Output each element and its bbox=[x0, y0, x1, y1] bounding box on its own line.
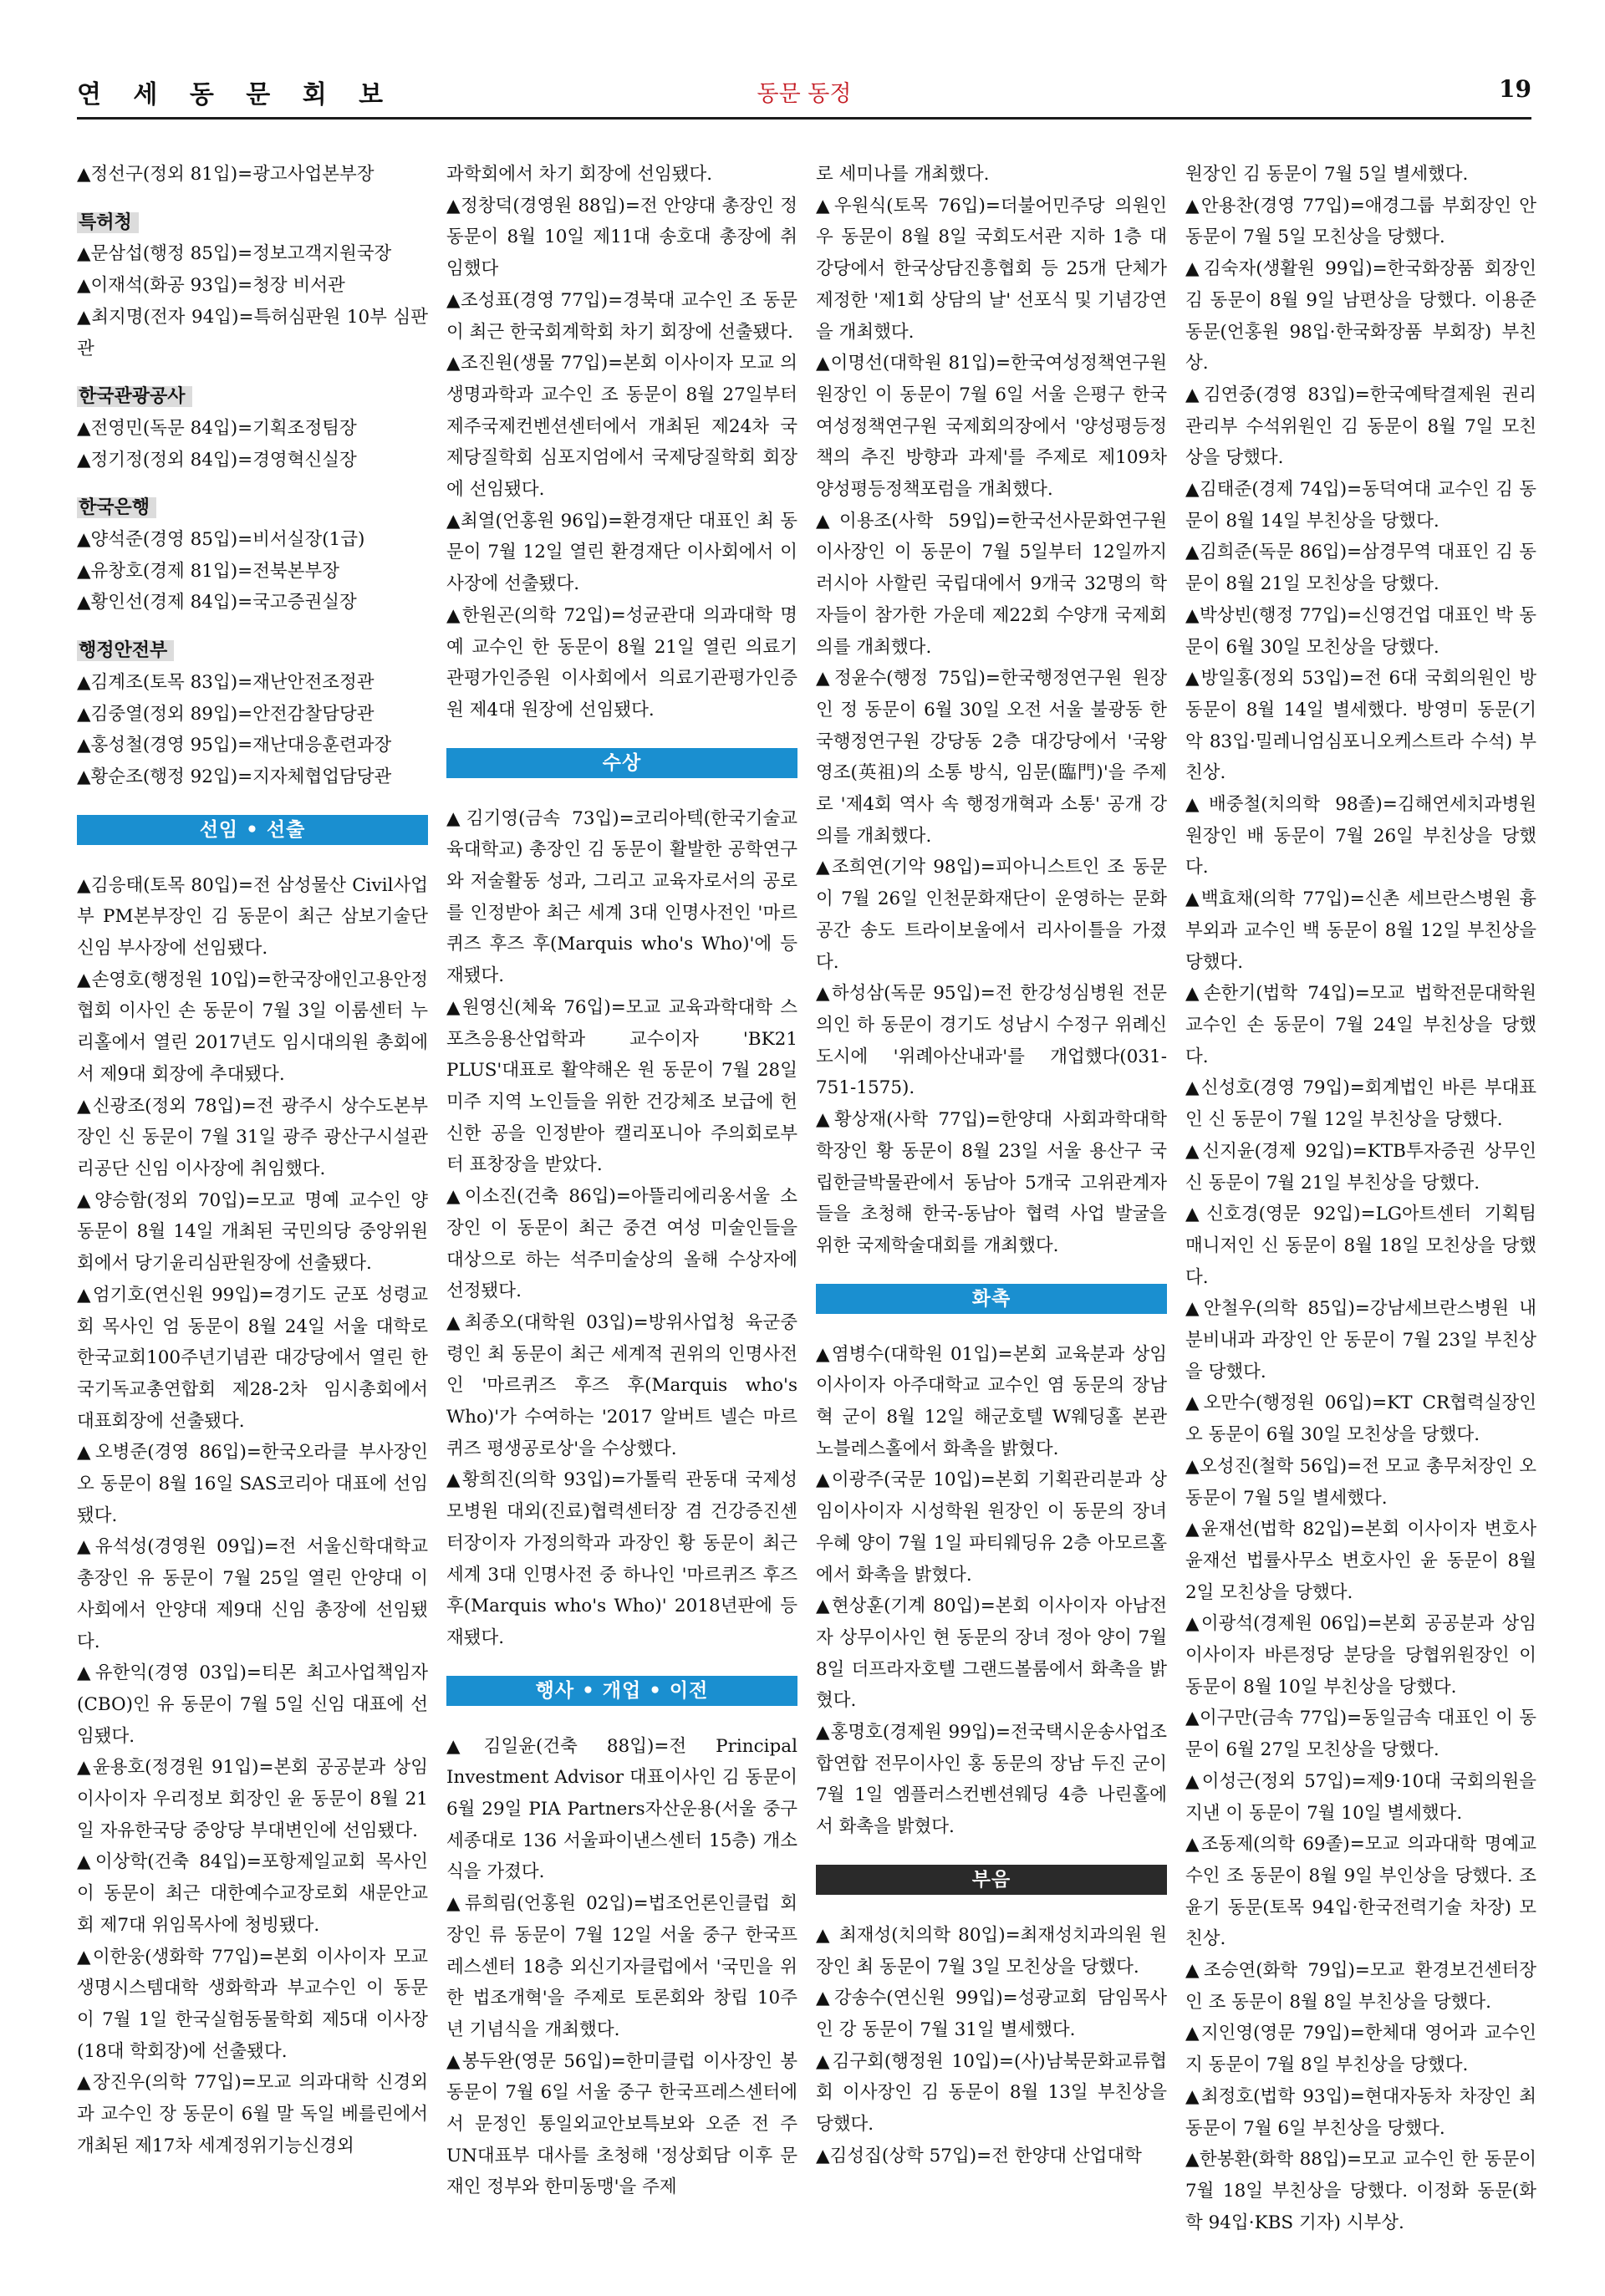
news-item: ▲오병준(경영 86입)=한국오라클 부사장인 오 동문이 8월 16일 SAS코리아 대표에 선임됐다. bbox=[77, 1442, 428, 1526]
news-item: ▲최정호(법학 93입)=현대자동차 차장인 최 동문이 7월 6일 부친상을 당했다. bbox=[1185, 2085, 1536, 2139]
news-item: ▲이명선(대학원 81입)=한국여성정책연구원 원장인 이 동문이 7월 6일 서울 은평구 한국여성정책연구원 국제회의장에서 '양성평등정책의 추진 방향과 과제'를 주제로 제109차 양성평등정책포럼을 개최했다. bbox=[816, 353, 1167, 501]
news-item: ▲우원식(토목 76입)=더불어민주당 의원인 우 동문이 8월 8일 국회도서관 지하 1층 대강당에서 한국상담진흥협회 등 25개 단체가 제정한 '제1회 상담의 날' 선포식 및 기념강연을 개최했다. bbox=[816, 195, 1167, 343]
news-item: ▲홍성철(경영 95입)=재난대응훈련과장 bbox=[77, 735, 392, 756]
section-title: 동문 동정 bbox=[757, 81, 852, 107]
news-item: ▲황인선(경제 84입)=국고증권실장 bbox=[77, 592, 357, 613]
section-band: 수상 bbox=[446, 748, 797, 778]
news-item: ▲윤용호(정경원 91입)=본회 공공분과 상임이사이자 우리정보 회장인 윤 동문이 8월 21일 자유한국당 중앙당 부대변인에 선임됐다. bbox=[77, 1757, 428, 1841]
news-item: ▲정기정(정외 84입)=경영혁신실장 bbox=[77, 449, 357, 471]
news-item: ▲배중철(치의학 98졸)=김해연세치과병원 원장인 배 동문이 7월 26일 부친상을 당했다. bbox=[1185, 794, 1536, 878]
column-2 bbox=[446, 159, 797, 2265]
news-item: ▲이용조(사학 59입)=한국선사문화연구원 이사장인 이 동문이 7월 5일부터 12일까지 러시아 사할린 국립대에서 9개국 32명의 학자들이 참가한 가운데 제22회 수양개 국제회의를 개최했다. bbox=[816, 510, 1167, 658]
news-item: ▲이상학(건축 84입)=포항제일교회 목사인 이 동문이 최근 대한예수교장로회 새문안교회 제7대 위임목사에 청빙됐다. bbox=[77, 1851, 428, 1936]
news-item: ▲이성근(정외 57입)=제9·10대 국회의원을 지낸 이 동문이 7월 10일 별세했다. bbox=[1185, 1770, 1536, 1824]
news-item: ▲조희연(기악 98입)=피아니스트인 조 동문이 7월 26일 인천문화재단이 운영하는 문화공간 송도 트라이보울에서 리사이틀을 가졌다. bbox=[816, 857, 1167, 973]
category-heading-label: 한국은행 bbox=[77, 497, 156, 518]
category-heading bbox=[77, 492, 428, 524]
news-item: ▲유창호(경제 81입)=전북본부장 bbox=[77, 560, 339, 582]
category-heading bbox=[77, 635, 428, 667]
news-item: ▲김계조(토목 83입)=재난안전조정관 bbox=[77, 671, 374, 693]
news-item: ▲김연중(경영 83입)=한국예탁결제원 권리관리부 수석위원인 김 동문이 8월 7일 모친상을 당했다. bbox=[1185, 384, 1536, 469]
header-rule bbox=[77, 117, 1531, 120]
news-item: ▲하성삼(독문 95입)=전 한강성심병원 전문의인 하 동문이 경기도 성남시 수정구 위례신도시에 '위례아산내과'를 개업했다(031-751-1575). bbox=[816, 983, 1167, 1099]
column-4 bbox=[1185, 159, 1536, 2265]
news-item: ▲신호경(영문 92입)=LG아트센터 기획팀 매니저인 신 동문이 8월 18일 모친상을 당했다. bbox=[1185, 1204, 1536, 1288]
news-item: ▲정창덕(경영원 88입)=전 안양대 총장인 정 동문이 8월 10일 제11대 송호대 총장에 취임했다 bbox=[446, 195, 797, 280]
news-item: ▲류희림(언홍원 02입)=법조언론인클럽 회장인 류 동문이 7월 12일 서울 중구 한국프레스센터 18층 외신기자클럽에서 '국민을 위한 법조개혁'을 주제로 토론회와 창립 10주년 기념식을 개최했다. bbox=[446, 1893, 797, 2040]
news-item: ▲조동제(의학 69졸)=모교 의과대학 명예교수인 조 동문이 8월 9일 부인상을 당했다. 조윤기 동문(토목 94입·한국전력기술 차장) 모친상. bbox=[1185, 1834, 1536, 1950]
masthead bbox=[77, 74, 1531, 110]
news-item: ▲김숙자(생활원 99입)=한국화장품 회장인 김 동문이 8월 9일 남편상을 당했다. 이용준 동문(언홍원 98입·한국화장품 부회장) 부친상. bbox=[1185, 258, 1536, 374]
news-item: ▲방일홍(정외 53입)=전 6대 국회의원인 방 동문이 8월 14일 별세했다. 방영미 동문(기악 83입·밀레니엄심포니오케스트라 수석) 부친상. bbox=[1185, 668, 1536, 784]
section-band: 화촉 bbox=[816, 1284, 1167, 1314]
newspaper-logo: 연 세 동 문 회 보 bbox=[77, 80, 395, 109]
news-item: ▲홍명호(경제원 99입)=전국택시운송사업조합연합 전무이사인 홍 동문의 장남 두진 군이 7월 1일 엠플러스컨벤션웨딩 4층 나린홀에서 화촉을 밝혔다. bbox=[816, 1722, 1167, 1838]
news-item: 로 세미나를 개최했다. bbox=[816, 164, 990, 185]
news-item: 과학회에서 차기 회장에 선임됐다. bbox=[446, 164, 713, 185]
news-item: ▲이광주(국문 10입)=본회 기획관리분과 상임이사이자 시성학원 원장인 이 동문의 장녀 우혜 양이 7월 1일 파티웨딩유 2층 아모르홀에서 화촉을 밝혔다. bbox=[816, 1469, 1167, 1586]
news-item: ▲유한익(경영 03입)=티몬 최고사업책임자(CBO)인 유 동문이 7월 5일 신임 대표에 선임됐다. bbox=[77, 1662, 428, 1747]
news-item: ▲김중열(정외 89입)=안전감찰담당관 bbox=[77, 703, 374, 725]
news-item: ▲현상훈(기계 80입)=본회 이사이자 아남전자 상무이사인 현 동문의 장녀 정아 양이 7월 8일 더프라자호텔 그랜드볼룸에서 화촉을 밝혔다. bbox=[816, 1596, 1167, 1712]
news-item: ▲안철우(의학 85입)=강남세브란스병원 내분비내과 과장인 안 동문이 7월 23일 부친상을 당했다. bbox=[1185, 1298, 1536, 1382]
category-heading-label: 특허청 bbox=[77, 212, 139, 233]
news-item: ▲김응태(토목 80입)=전 삼성물산 Civil사업부 PM본부장인 김 동문이 최근 삼보기술단 신임 부사장에 선임됐다. bbox=[77, 874, 428, 960]
news-item: ▲엄기호(연신원 99입)=경기도 군포 성령교회 목사인 엄 동문이 8월 24일 서울 대학로 한국교회100주년기념관 대강당에서 열린 한국기독교총연합회 제28-2차 임시총회에서 대표회장에 선출됐다. bbox=[77, 1284, 428, 1432]
category-heading-label: 행정안전부 bbox=[77, 640, 174, 661]
news-item: ▲안용찬(경영 77입)=애경그룹 부회장인 안 동문이 7월 5일 모친상을 당했다. bbox=[1185, 195, 1536, 248]
news-item: ▲김태준(경제 74입)=동덕여대 교수인 김 동문이 8월 14일 부친상을 당했다. bbox=[1185, 479, 1536, 532]
news-item: ▲염병수(대학원 01입)=본회 교육분과 상임이사이자 아주대학교 교수인 염 동문의 장남 혁 군이 8월 12일 해군호텔 W웨딩홀 본관 노블레스홀에서 화촉을 밝혔다. bbox=[816, 1343, 1167, 1459]
category-heading bbox=[77, 381, 428, 413]
news-item: ▲김성집(상학 57입)=전 한양대 산업대학 bbox=[816, 2145, 1142, 2166]
news-item: ▲이소진(건축 86입)=아뜰리에리옹서울 소장인 이 동문이 최근 중견 여성 미술인들을 대상으로 하는 석주미술상의 올해 수상자에 선정됐다. bbox=[446, 1186, 797, 1302]
news-item: ▲박상빈(행정 77입)=신영건업 대표인 박 동문이 6월 30일 모친상을 당했다. bbox=[1185, 604, 1536, 658]
news-item: ▲이재석(화공 93입)=청장 비서관 bbox=[77, 275, 345, 297]
news-item: ▲최지명(전자 94입)=특허심판원 10부 심판관 bbox=[77, 306, 428, 359]
news-item: ▲김기영(금속 73입)=코리아텍(한국기술교육대학교) 총장인 김 동문이 활발한 공학연구와 저술활동 성과, 그리고 교육자로서의 공로를 인정받아 최근 세계 3대 인명사전인 '마르퀴즈 후즈 후(Marquis who's Who)'에 등재됐다. bbox=[446, 807, 797, 987]
news-item: ▲최열(언홍원 96입)=환경재단 대표인 최 동문이 7월 12일 열린 환경재단 이사회에서 이사장에 선출됐다. bbox=[446, 510, 797, 595]
news-item: ▲황상재(사학 77입)=한양대 사회과학대학 학장인 황 동문이 8월 23일 서울 용산구 국립한글박물관에서 동남아 5개국 고위관계자들을 초청해 한국-동남아 협력 사업 발굴을 위한 국제학술대회를 개최했다. bbox=[816, 1109, 1167, 1256]
news-item: ▲지인영(영문 79입)=한체대 영어과 교수인 지 동문이 7월 8일 부친상을 당했다. bbox=[1185, 2023, 1536, 2076]
category-heading bbox=[77, 207, 428, 239]
news-item: ▲김일윤(건축 88입)=전 Principal Investment Advisor 대표이사인 김 동문이 6월 29일 PIA Partners자산운용(서울 중구 세종대로 136 서울파이낸스센터 15층) 개소식을 가졌다. bbox=[446, 1735, 797, 1883]
news-item: ▲조성표(경영 77입)=경북대 교수인 조 동문이 최근 한국회계학회 차기 회장에 선출됐다. bbox=[446, 289, 797, 343]
news-item: ▲김구회(행정원 10입)=(사)남북문화교류협회 이사장인 김 동문이 8월 13일 부친상을 당했다. bbox=[816, 2050, 1167, 2136]
news-item: ▲윤재선(법학 82입)=본회 이사이자 변호사 윤재선 법률사무소 변호사인 윤 동문이 8월 2일 모친상을 당했다. bbox=[1185, 1519, 1536, 1603]
news-item: ▲양석준(경영 85입)=비서실장(1급) bbox=[77, 529, 365, 551]
news-item: ▲오만수(행정원 06입)=KT CR협력실장인 오 동문이 6월 30일 모친상을 당했다. bbox=[1185, 1392, 1536, 1446]
news-item: ▲조진원(생물 77입)=본회 이사이자 모교 의생명과학과 교수인 조 동문이 8월 27일부터 제주국제컨벤션센터에서 개최된 제24차 국제당질학회 심포지엄에서 국제당질학회 회장에 선임됐다. bbox=[446, 353, 797, 501]
news-item: ▲신지윤(경제 92입)=KTB투자증권 상무인 신 동문이 7월 21일 부친상을 당했다. bbox=[1185, 1140, 1536, 1194]
news-item: ▲황순조(행정 92입)=지자체협업담당관 bbox=[77, 766, 392, 787]
section-band: 선임 • 선출 bbox=[77, 815, 428, 845]
page-number: 19 bbox=[1499, 75, 1531, 103]
news-item: ▲정윤수(행정 75입)=한국행정연구원 원장인 정 동문이 6월 30일 오전 서울 불광동 한국행정연구원 강당동 2층 대강당에서 '국왕 영조(英祖)의 소통 방식, 임문(臨門)'을 주제로 '제4회 역사 속 행정개혁과 소통' 공개 강의를 개최했다. bbox=[816, 668, 1167, 847]
news-item: ▲조승연(화학 79입)=모교 환경보건센터장인 조 동문이 8월 8일 부친상을 당했다. bbox=[1185, 1960, 1536, 2013]
news-item: ▲정선구(정외 81입)=광고사업본부장 bbox=[77, 164, 374, 185]
news-item: ▲이광석(경제원 06입)=본회 공공분과 상임이사이자 바른정당 분당을 당협위원장인 이 동문이 8월 10일 부친상을 당했다. bbox=[1185, 1613, 1536, 1698]
news-item: ▲양승함(정외 70입)=모교 명예 교수인 양 동문이 8월 14일 개최된 국민의당 중앙위원회에서 당기윤리심판원장에 선출됐다. bbox=[77, 1189, 428, 1275]
news-item: ▲강송수(연신원 99입)=성광교회 담임목사인 강 동문이 7월 31일 별세했다. bbox=[816, 1988, 1167, 2040]
section-band: 부음 bbox=[816, 1865, 1167, 1895]
news-item: ▲장진우(의학 77입)=모교 의과대학 신경외과 교수인 장 동문이 6월 말 독일 베를린에서 개최된 제17차 세계정위기능신경외 bbox=[77, 2072, 428, 2156]
news-item: ▲백효채(의학 77입)=신촌 세브란스병원 흉부외과 교수인 백 동문이 8월 12일 부친상을 당했다. bbox=[1185, 888, 1536, 973]
news-item: ▲최종오(대학원 03입)=방위사업청 육군중령인 최 동문이 최근 세계적 권위의 인명사전인 '마르퀴즈 후즈 후(Marquis who's Who)'가 수여하는 '2017 알버트 넬슨 마르퀴즈 평생공로상'을 수상했다. bbox=[446, 1311, 797, 1459]
column-3 bbox=[816, 159, 1167, 2265]
news-item: ▲황희진(의학 93입)=가톨릭 관동대 국제성모병원 대외(진료)협력센터장 겸 건강증진센터장이자 가정의학과 과장인 황 동문이 최근 세계 3대 인명사전 중 하나인 '마르퀴즈 후즈 후(Marquis who's Who)' 2018년판에 등재됐다. bbox=[446, 1469, 797, 1648]
news-item: ▲오성진(철학 56입)=전 모교 총무처장인 오 동문이 7월 5일 별세했다. bbox=[1185, 1455, 1536, 1509]
news-item: ▲손영호(행정원 10입)=한국장애인고용안정협회 이사인 손 동문이 7월 3일 이룸센터 누리홀에서 열린 2017년도 임시대의원 총회에서 제9대 회장에 추대됐다. bbox=[77, 969, 428, 1085]
news-item: ▲이한웅(생화학 77입)=본회 이사이자 모교 생명시스템대학 생화학과 부교수인 이 동문이 7월 1일 한국실험동물학회 제5대 이사장(18대 학회장)에 선출됐다. bbox=[77, 1946, 428, 2062]
news-item: ▲김희준(독문 86입)=삼경무역 대표인 김 동문이 8월 21일 모친상을 당했다. bbox=[1185, 542, 1536, 595]
news-item: ▲신광조(정외 78입)=전 광주시 상수도본부장인 신 동문이 7월 31일 광주 광산구시설관리공단 신임 이사장에 취임했다. bbox=[77, 1095, 428, 1179]
news-item: ▲유석성(경영원 09입)=전 서울신학대학교 총장인 유 동문이 7월 25일 열린 안양대 이사회에서 안양대 제9대 신임 총장에 선임됐다. bbox=[77, 1536, 428, 1652]
news-item: ▲원영신(체육 76입)=모교 교육과학대학 스포츠응용산업학과 교수이자 'BK21 PLUS'대표로 활약해온 원 동문이 7월 28일 미주 지역 노인들을 위한 건강체조 보급에 헌신한 공을 인정받아 캘리포니아 주의회로부터 표창장을 받았다. bbox=[446, 996, 797, 1176]
category-heading-label: 한국관광공사 bbox=[77, 386, 192, 407]
news-item: 원장인 김 동문이 7월 5일 별세했다. bbox=[1185, 164, 1469, 185]
news-item: ▲한봉환(화학 88입)=모교 교수인 한 동문이 7월 18일 부친상을 당했다. 이정화 동문(화학 94입·KBS 기자) 시부상. bbox=[1185, 2149, 1536, 2233]
news-item: ▲ 최재성(치의학 80입)=최재성치과의원 원장인 최 동문이 7월 3일 모친상을 당했다. bbox=[816, 1924, 1167, 1978]
news-item: ▲이구만(금속 77입)=동일금속 대표인 이 동문이 6월 27일 모친상을 당했다. bbox=[1185, 1708, 1536, 1761]
column-1 bbox=[77, 159, 428, 2265]
news-item: ▲문삼섭(행정 85입)=정보고객지원국장 bbox=[77, 243, 392, 265]
news-item: ▲손한기(법학 74입)=모교 법학전문대학원 교수인 손 동문이 7월 24일 부친상을 당했다. bbox=[1185, 983, 1536, 1067]
news-item: ▲한원곤(의학 72입)=성균관대 의과대학 명예 교수인 한 동문이 8월 21일 열린 의료기관평가인증원 이사회에서 의료기관평가인증원 제4대 원장에 선임됐다. bbox=[446, 604, 797, 720]
news-item: ▲전영민(독문 84입)=기획조정팀장 bbox=[77, 417, 357, 439]
news-item: ▲신성호(경영 79입)=회계법인 바른 부대표인 신 동문이 7월 12일 부친상을 당했다. bbox=[1185, 1077, 1536, 1131]
news-item: ▲봉두완(영문 56입)=한미클럽 이사장인 봉 동문이 7월 6일 서울 중구 한국프레스센터에서 문정인 통일외교안보특보와 오준 전 주 UN대표부 대사를 초청해 '정상회담 이후 문재인 정부와 한미동맹'을 주제 bbox=[446, 2050, 797, 2198]
section-band: 행사 • 개업 • 이전 bbox=[446, 1676, 797, 1706]
